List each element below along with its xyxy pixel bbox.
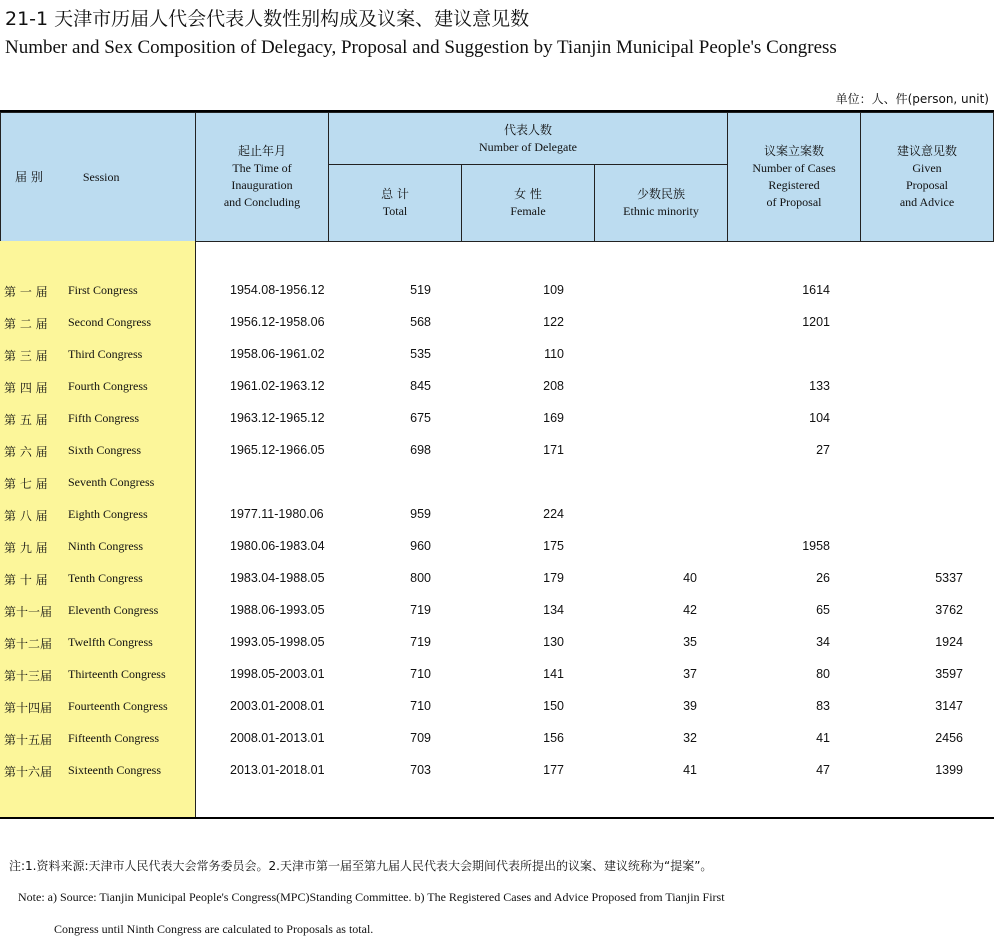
unit-label: 单位：人、件(person, unit) — [835, 92, 989, 106]
row-total: 535 — [410, 347, 431, 361]
page-title-en: Number and Sex Composition of Delegacy, Proposal and Suggestion by Tianjin Municipal People's Congress — [5, 37, 837, 58]
row-session-en: Seventh Congress — [68, 475, 155, 489]
table-row — [0, 473, 994, 493]
row-proposal: 26 — [816, 571, 830, 585]
table-row — [0, 601, 994, 621]
row-time: 1993.05-1998.05 — [230, 635, 325, 649]
row-total: 960 — [410, 539, 431, 553]
row-proposal: 1201 — [802, 315, 830, 329]
header-ethnic-en: Ethnic minority — [623, 204, 699, 218]
header-female-en: Female — [510, 204, 546, 218]
row-session-cn: 第 一 届 — [4, 285, 48, 299]
row-session-en: Fifteenth Congress — [68, 731, 159, 745]
row-time: 1963.12-1965.12 — [230, 411, 325, 425]
page-title-cn: 21-1 天津市历届人代会代表人数性别构成及议案、建议意见数 — [5, 8, 530, 30]
row-total: 568 — [410, 315, 431, 329]
table-row — [0, 761, 994, 781]
row-total: 959 — [410, 507, 431, 521]
row-session-en: Sixth Congress — [68, 443, 142, 457]
row-female: 141 — [543, 667, 564, 681]
row-female: 169 — [543, 411, 564, 425]
row-advice: 2456 — [935, 731, 963, 745]
row-session-cn: 第 十 届 — [4, 573, 48, 587]
header-female — [461, 164, 595, 242]
row-session-cn: 第 七 届 — [4, 477, 48, 491]
table-row — [0, 409, 994, 429]
row-time: 2003.01-2008.01 — [230, 699, 325, 713]
row-proposal: 1614 — [802, 283, 830, 297]
row-session-cn: 第 五 届 — [4, 413, 48, 427]
table-row — [0, 441, 994, 461]
row-session-cn: 第 三 届 — [4, 349, 48, 363]
row-time: 1965.12-1966.05 — [230, 443, 325, 457]
row-time: 2008.01-2013.01 — [230, 731, 325, 745]
header-time — [195, 112, 329, 242]
row-time: 1977.11-1980.06 — [230, 507, 324, 521]
row-female: 171 — [543, 443, 564, 457]
row-session-cn: 第 九 届 — [4, 541, 48, 555]
row-time: 1988.06-1993.05 — [230, 603, 325, 617]
row-proposal: 27 — [816, 443, 830, 457]
row-proposal: 80 — [816, 667, 830, 681]
row-ethnic: 32 — [683, 731, 697, 745]
table-row — [0, 537, 994, 557]
header-time-en1: The Time of — [232, 161, 292, 175]
row-female: 122 — [543, 315, 564, 329]
row-advice: 1924 — [935, 635, 963, 649]
header-ethnic — [594, 164, 728, 242]
row-ethnic: 37 — [683, 667, 697, 681]
row-session-cn: 第 四 届 — [4, 381, 48, 395]
header-time-cn: 起止年月 — [237, 144, 286, 158]
row-session-cn: 第十一届 — [4, 605, 53, 619]
row-ethnic: 42 — [683, 603, 697, 617]
row-total: 703 — [410, 763, 431, 777]
header-proposal-en2: Registered — [768, 178, 820, 192]
row-proposal: 104 — [809, 411, 830, 425]
table-row — [0, 665, 994, 685]
header-session — [0, 112, 196, 242]
header-delegate-en: Number of Delegate — [479, 139, 577, 154]
table-row — [0, 313, 994, 333]
row-advice: 3147 — [935, 699, 963, 713]
row-time: 1983.04-1988.05 — [230, 571, 325, 585]
row-ethnic: 40 — [683, 571, 697, 585]
row-female: 179 — [543, 571, 564, 585]
row-total: 709 — [410, 731, 431, 745]
row-proposal: 34 — [816, 635, 830, 649]
row-ethnic: 39 — [683, 699, 697, 713]
row-total: 719 — [410, 603, 431, 617]
row-time: 1961.02-1963.12 — [230, 379, 325, 393]
row-session-cn: 第十六届 — [4, 765, 53, 779]
row-session-cn: 第十五届 — [4, 733, 53, 747]
row-female: 175 — [543, 539, 564, 553]
row-time: 1958.06-1961.02 — [230, 347, 325, 361]
row-female: 177 — [543, 763, 564, 777]
table-row — [0, 281, 994, 301]
row-session-cn: 第 八 届 — [4, 509, 48, 523]
table-row — [0, 633, 994, 653]
row-time: 2013.01-2018.01 — [230, 763, 325, 777]
header-total-en: Total — [382, 204, 408, 218]
note-cn: 注:1.资料来源:天津市人民代表大会常务委员会。2.天津市第一届至第九届人民代表大会期间代表所提出的议案、建议统称为“提案”。 — [9, 859, 713, 873]
row-female: 110 — [544, 347, 564, 361]
row-ethnic: 35 — [683, 635, 697, 649]
row-proposal: 133 — [809, 379, 830, 393]
row-proposal: 83 — [816, 699, 830, 713]
row-session-en: Twelfth Congress — [68, 635, 153, 649]
header-delegate — [328, 112, 728, 165]
header-advice-en3: and Advice — [899, 195, 955, 209]
row-time: 1954.08-1956.12 — [230, 283, 325, 297]
row-session-en: First Congress — [68, 283, 138, 297]
row-time: 1998.05-2003.01 — [230, 667, 325, 681]
table-row — [0, 377, 994, 397]
row-female: 224 — [543, 507, 564, 521]
row-total: 698 — [410, 443, 431, 457]
bottom-rule — [0, 817, 994, 819]
note-en-line2: Congress until Ninth Congress are calculated to Proposals as total. — [54, 922, 374, 936]
table-row — [0, 345, 994, 365]
row-session-en: Third Congress — [68, 347, 143, 361]
row-time: 1956.12-1958.06 — [230, 315, 325, 329]
row-total: 519 — [410, 283, 431, 297]
header-advice-en2: Proposal — [906, 178, 948, 192]
row-ethnic: 41 — [683, 763, 697, 777]
row-session-en: Fourth Congress — [68, 379, 148, 393]
header-total — [328, 164, 462, 242]
row-total: 800 — [410, 571, 431, 585]
table-row — [0, 697, 994, 717]
header-session-en: Session — [82, 169, 120, 184]
header-time-en2: Inauguration — [231, 178, 293, 192]
row-female: 208 — [543, 379, 564, 393]
header-advice-cn: 建议意见数 — [896, 144, 957, 158]
header-proposal-cn: 议案立案数 — [763, 144, 824, 158]
row-female: 109 — [543, 283, 564, 297]
row-proposal: 41 — [816, 731, 830, 745]
table-row — [0, 569, 994, 589]
row-total: 845 — [410, 379, 431, 393]
row-female: 156 — [543, 731, 564, 745]
table-row — [0, 729, 994, 749]
table-row — [0, 505, 994, 525]
header-session-cn: 届 别 — [15, 169, 43, 184]
row-female: 150 — [543, 699, 564, 713]
row-session-cn: 第 六 届 — [4, 445, 48, 459]
header-time-en3: and Concluding — [223, 195, 301, 209]
header-proposal — [727, 112, 861, 242]
header-female-cn: 女 性 — [514, 187, 542, 201]
header-advice-en1: Given — [912, 161, 942, 175]
row-female: 130 — [543, 635, 564, 649]
row-session-en: Thirteenth Congress — [68, 667, 166, 681]
row-proposal: 47 — [816, 763, 830, 777]
row-female: 134 — [543, 603, 564, 617]
row-session-cn: 第十四届 — [4, 701, 53, 715]
header-delegate-cn: 代表人数 — [503, 122, 552, 137]
row-total: 719 — [410, 635, 431, 649]
row-session-en: Fourteenth Congress — [68, 699, 168, 713]
row-advice: 1399 — [935, 763, 963, 777]
row-session-en: Eighth Congress — [68, 507, 148, 521]
header-ethnic-cn: 少数民族 — [636, 187, 685, 201]
row-total: 675 — [410, 411, 431, 425]
header-total-cn: 总 计 — [381, 187, 409, 201]
row-advice: 5337 — [935, 571, 963, 585]
note-en-line1: Note: a) Source: Tianjin Municipal People's Congress(MPC)Standing Committee. b) The Registered Cases and Advice Proposed from Tianjin First — [18, 890, 725, 904]
row-total: 710 — [410, 667, 431, 681]
row-session-en: Ninth Congress — [68, 539, 143, 553]
row-proposal: 1958 — [802, 539, 830, 553]
row-session-en: Sixteenth Congress — [68, 763, 161, 777]
header-advice — [860, 112, 994, 242]
row-total: 710 — [410, 699, 431, 713]
row-session-cn: 第十二届 — [4, 637, 53, 651]
header-proposal-en3: of Proposal — [766, 195, 822, 209]
row-advice: 3762 — [935, 603, 963, 617]
row-session-en: Eleventh Congress — [68, 603, 159, 617]
row-advice: 3597 — [935, 667, 963, 681]
row-session-en: Tenth Congress — [68, 571, 143, 585]
row-session-cn: 第 二 届 — [4, 317, 48, 331]
row-session-en: Second Congress — [68, 315, 151, 329]
header-proposal-en1: Number of Cases — [752, 161, 836, 175]
row-session-cn: 第十三届 — [4, 669, 53, 683]
row-session-en: Fifth Congress — [68, 411, 140, 425]
row-time: 1980.06-1983.04 — [230, 539, 325, 553]
row-proposal: 65 — [816, 603, 830, 617]
